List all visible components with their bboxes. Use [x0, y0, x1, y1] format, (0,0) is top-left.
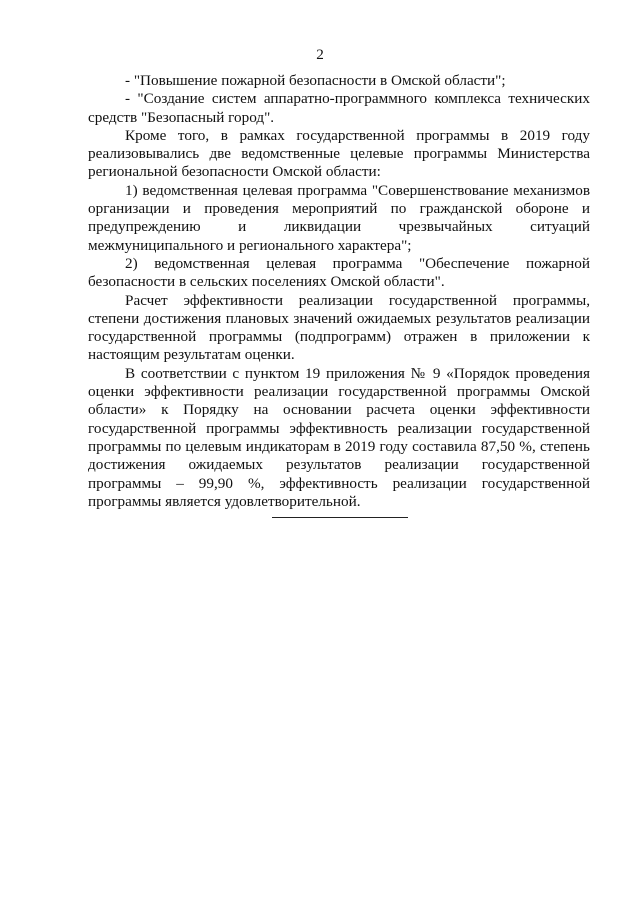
- document-body: [88, 72, 590, 511]
- page-number: 2: [316, 46, 324, 63]
- paragraph-departmental-programs: Кроме того, в рамках государственной программы в 2019 году реализовывались две ведомственные целевые программы Министерства региональной безопасности Омской области:: [88, 126, 590, 181]
- paragraph-efficiency-result: В соответствии с пунктом 19 приложения № 9 «Порядок проведения оценки эффективности реализации государственной программы Омской области» к Порядку на основании расчета оценки эффективности государственной программы эффективность реализации государственной программы по целевым индикаторам в 2019 году составила 87,50 %, степень достижения ожидаемых результатов реализации государственной программы – 99,90 %, эффективность реализации государственной программы является удовлетворительной.: [88, 364, 590, 510]
- paragraph-efficiency-calculation: Расчет эффективности реализации государственной программы, степени достижения плановых значений ожидаемых результатов реализации государственной программы (подпрограмм) отражен в приложении к настоящим результатам оценки.: [88, 291, 590, 364]
- closing-separator-line: [272, 517, 408, 518]
- list-item-program-1: 1) ведомственная целевая программа "Совершенствование механизмов организации и проведения мероприятий по гражданской обороне и предупреждению и ликвидации чрезвычайных ситуаций межмуниципального и регионального характера";: [88, 181, 590, 254]
- list-item-fire-safety: - "Повышение пожарной безопасности в Омской области";: [125, 72, 506, 89]
- list-item-safe-city: - "Создание систем аппаратно-программного комплекса технических средств "Безопасный город".: [88, 90, 590, 126]
- list-item-program-2: 2) ведомственная целевая программа "Обеспечение пожарной безопасности в сельских поселениях Омской области".: [88, 254, 590, 291]
